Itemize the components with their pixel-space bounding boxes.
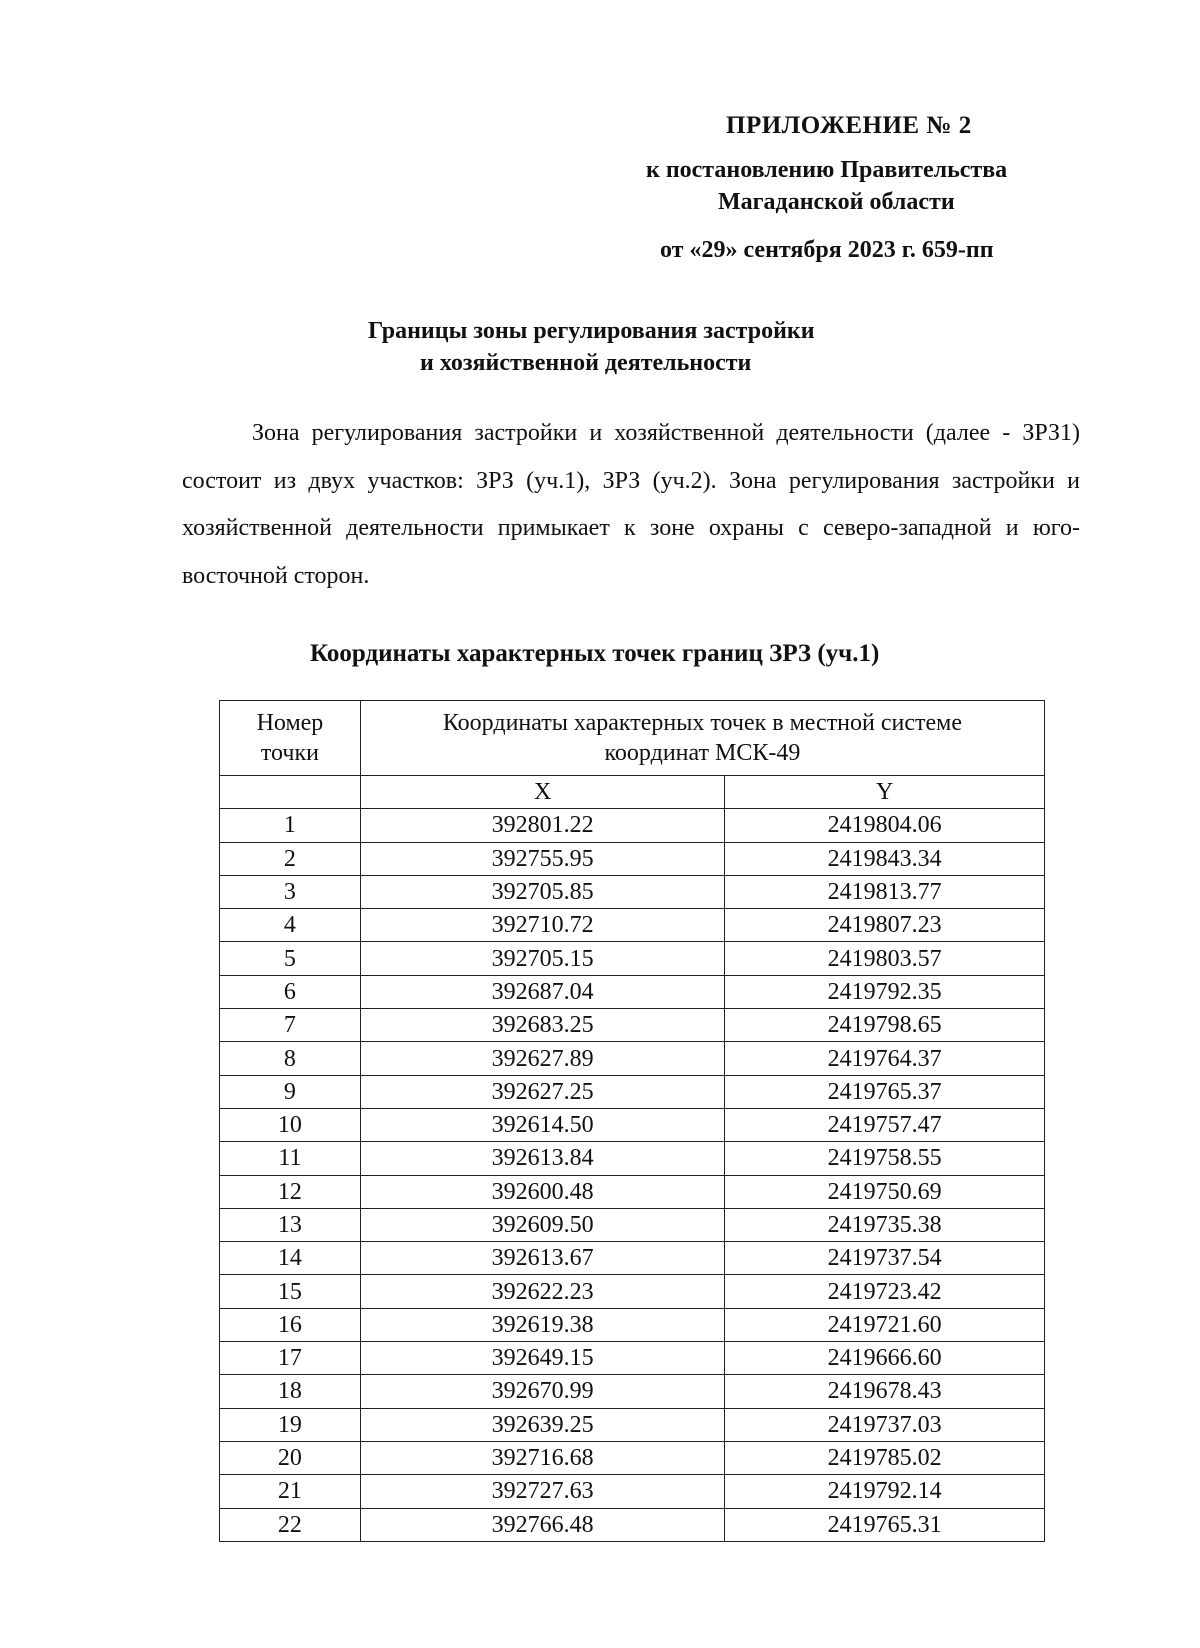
point-number-cell: 3 (220, 875, 361, 908)
point-number-cell: 12 (220, 1175, 361, 1208)
table-row (220, 1508, 1045, 1541)
table-row (220, 1142, 1045, 1175)
table-row (220, 1342, 1045, 1375)
point-number-cell: 13 (220, 1208, 361, 1241)
point-number-cell: 14 (220, 1242, 361, 1275)
y-column-header: Y (725, 776, 1045, 809)
point-number-cell: 21 (220, 1475, 361, 1508)
x-coordinate-cell: 392716.68 (360, 1441, 725, 1474)
y-coordinate-cell: 2419757.47 (725, 1108, 1045, 1141)
table-row (220, 1242, 1045, 1275)
y-coordinate-cell: 2419765.31 (725, 1508, 1045, 1541)
section-heading: Границы зоны регулирования застройки (368, 318, 815, 344)
table-row (220, 1042, 1045, 1075)
point-number-cell: 2 (220, 842, 361, 875)
x-coordinate-cell: 392649.15 (360, 1342, 725, 1375)
x-coordinate-cell: 392683.25 (360, 1009, 725, 1042)
y-coordinate-cell: 2419804.06 (725, 809, 1045, 842)
y-coordinate-cell: 2419737.03 (725, 1408, 1045, 1441)
y-coordinate-cell: 2419807.23 (725, 909, 1045, 942)
y-coordinate-cell: 2419803.57 (725, 942, 1045, 975)
table-title: Координаты характерных точек границ ЗРЗ (уч.1) (310, 640, 880, 667)
x-coordinate-cell: 392613.67 (360, 1242, 725, 1275)
point-number-cell: 8 (220, 1042, 361, 1075)
point-number-header-line1: Номер (256, 710, 324, 736)
table-row (220, 1408, 1045, 1441)
point-number-cell: 20 (220, 1441, 361, 1474)
y-coordinate-cell: 2419798.65 (725, 1009, 1045, 1042)
section-heading-continued: и хозяйственной деятельности (420, 350, 752, 376)
x-coordinate-cell: 392600.48 (360, 1175, 725, 1208)
point-number-header (220, 701, 361, 776)
coordinates-table (219, 700, 1045, 1542)
y-coordinate-cell: 2419758.55 (725, 1142, 1045, 1175)
y-coordinate-cell: 2419764.37 (725, 1042, 1045, 1075)
decree-date: от «29» сентября 2023 г. 659-пп (660, 237, 994, 263)
table-row (220, 842, 1045, 875)
point-number-cell: 15 (220, 1275, 361, 1308)
table-row (220, 1275, 1045, 1308)
x-coordinate-cell: 392727.63 (360, 1475, 725, 1508)
y-coordinate-cell: 2419792.14 (725, 1475, 1045, 1508)
x-coordinate-cell: 392627.89 (360, 1042, 725, 1075)
table-row (220, 1475, 1045, 1508)
x-column-header: X (360, 776, 725, 809)
table-subheader-row (220, 776, 1045, 809)
point-number-cell: 19 (220, 1408, 361, 1441)
point-number-cell: 17 (220, 1342, 361, 1375)
y-coordinate-cell: 2419666.60 (725, 1342, 1045, 1375)
point-number-header-line2: точки (260, 740, 319, 766)
table-row (220, 1308, 1045, 1341)
x-coordinate-cell: 392710.72 (360, 909, 725, 942)
table-row (220, 875, 1045, 908)
x-coordinate-cell: 392619.38 (360, 1308, 725, 1341)
coordinates-header (360, 701, 1044, 776)
y-coordinate-cell: 2419792.35 (725, 975, 1045, 1008)
table-row (220, 1208, 1045, 1241)
table-row (220, 942, 1045, 975)
table-row (220, 1009, 1045, 1042)
table-row (220, 1108, 1045, 1141)
table-body (220, 809, 1045, 1542)
point-number-cell: 22 (220, 1508, 361, 1541)
appendix-title: ПРИЛОЖЕНИЕ № 2 (726, 112, 972, 139)
point-number-cell: 18 (220, 1375, 361, 1408)
x-coordinate-cell: 392766.48 (360, 1508, 725, 1541)
x-coordinate-cell: 392801.22 (360, 809, 725, 842)
table-row (220, 1441, 1045, 1474)
x-coordinate-cell: 392705.15 (360, 942, 725, 975)
y-coordinate-cell: 2419723.42 (725, 1275, 1045, 1308)
decree-region: Магаданской области (718, 189, 955, 215)
point-number-cell: 10 (220, 1108, 361, 1141)
y-coordinate-cell: 2419813.77 (725, 875, 1045, 908)
y-coordinate-cell: 2419678.43 (725, 1375, 1045, 1408)
x-coordinate-cell: 392705.85 (360, 875, 725, 908)
y-coordinate-cell: 2419735.38 (725, 1208, 1045, 1241)
coordinates-header-line2: координат МСК-49 (604, 740, 801, 766)
empty-header-cell (220, 776, 361, 809)
zone-description: Зона регулирования застройки и хозяйственной деятельности (далее - ЗРЗ1) состоит из двух участков: ЗРЗ (уч.1), ЗРЗ (уч.2). Зона регулирования застройки и хозяйственной деятельности примыкает к зоне охраны с северо-западной и юго-восточной сторон. (182, 420, 1080, 589)
y-coordinate-cell: 2419750.69 (725, 1175, 1045, 1208)
table-row (220, 975, 1045, 1008)
table-row (220, 909, 1045, 942)
y-coordinate-cell: 2419785.02 (725, 1441, 1045, 1474)
x-coordinate-cell: 392755.95 (360, 842, 725, 875)
x-coordinate-cell: 392609.50 (360, 1208, 725, 1241)
table-header-row (220, 701, 1045, 776)
y-coordinate-cell: 2419721.60 (725, 1308, 1045, 1341)
x-coordinate-cell: 392627.25 (360, 1075, 725, 1108)
point-number-cell: 4 (220, 909, 361, 942)
point-number-cell: 6 (220, 975, 361, 1008)
table-row (220, 809, 1045, 842)
table-row (220, 1375, 1045, 1408)
point-number-cell: 7 (220, 1009, 361, 1042)
table-row (220, 1175, 1045, 1208)
y-coordinate-cell: 2419843.34 (725, 842, 1045, 875)
x-coordinate-cell: 392613.84 (360, 1142, 725, 1175)
point-number-cell: 1 (220, 809, 361, 842)
point-number-cell: 5 (220, 942, 361, 975)
coordinates-header-line1: Координаты характерных точек в местной системе (442, 710, 962, 736)
x-coordinate-cell: 392670.99 (360, 1375, 725, 1408)
x-coordinate-cell: 392614.50 (360, 1108, 725, 1141)
x-coordinate-cell: 392687.04 (360, 975, 725, 1008)
point-number-cell: 11 (220, 1142, 361, 1175)
decree-reference: к постановлению Правительства (646, 157, 1008, 183)
x-coordinate-cell: 392622.23 (360, 1275, 725, 1308)
y-coordinate-cell: 2419737.54 (725, 1242, 1045, 1275)
point-number-cell: 16 (220, 1308, 361, 1341)
y-coordinate-cell: 2419765.37 (725, 1075, 1045, 1108)
x-coordinate-cell: 392639.25 (360, 1408, 725, 1441)
table-row (220, 1075, 1045, 1108)
point-number-cell: 9 (220, 1075, 361, 1108)
